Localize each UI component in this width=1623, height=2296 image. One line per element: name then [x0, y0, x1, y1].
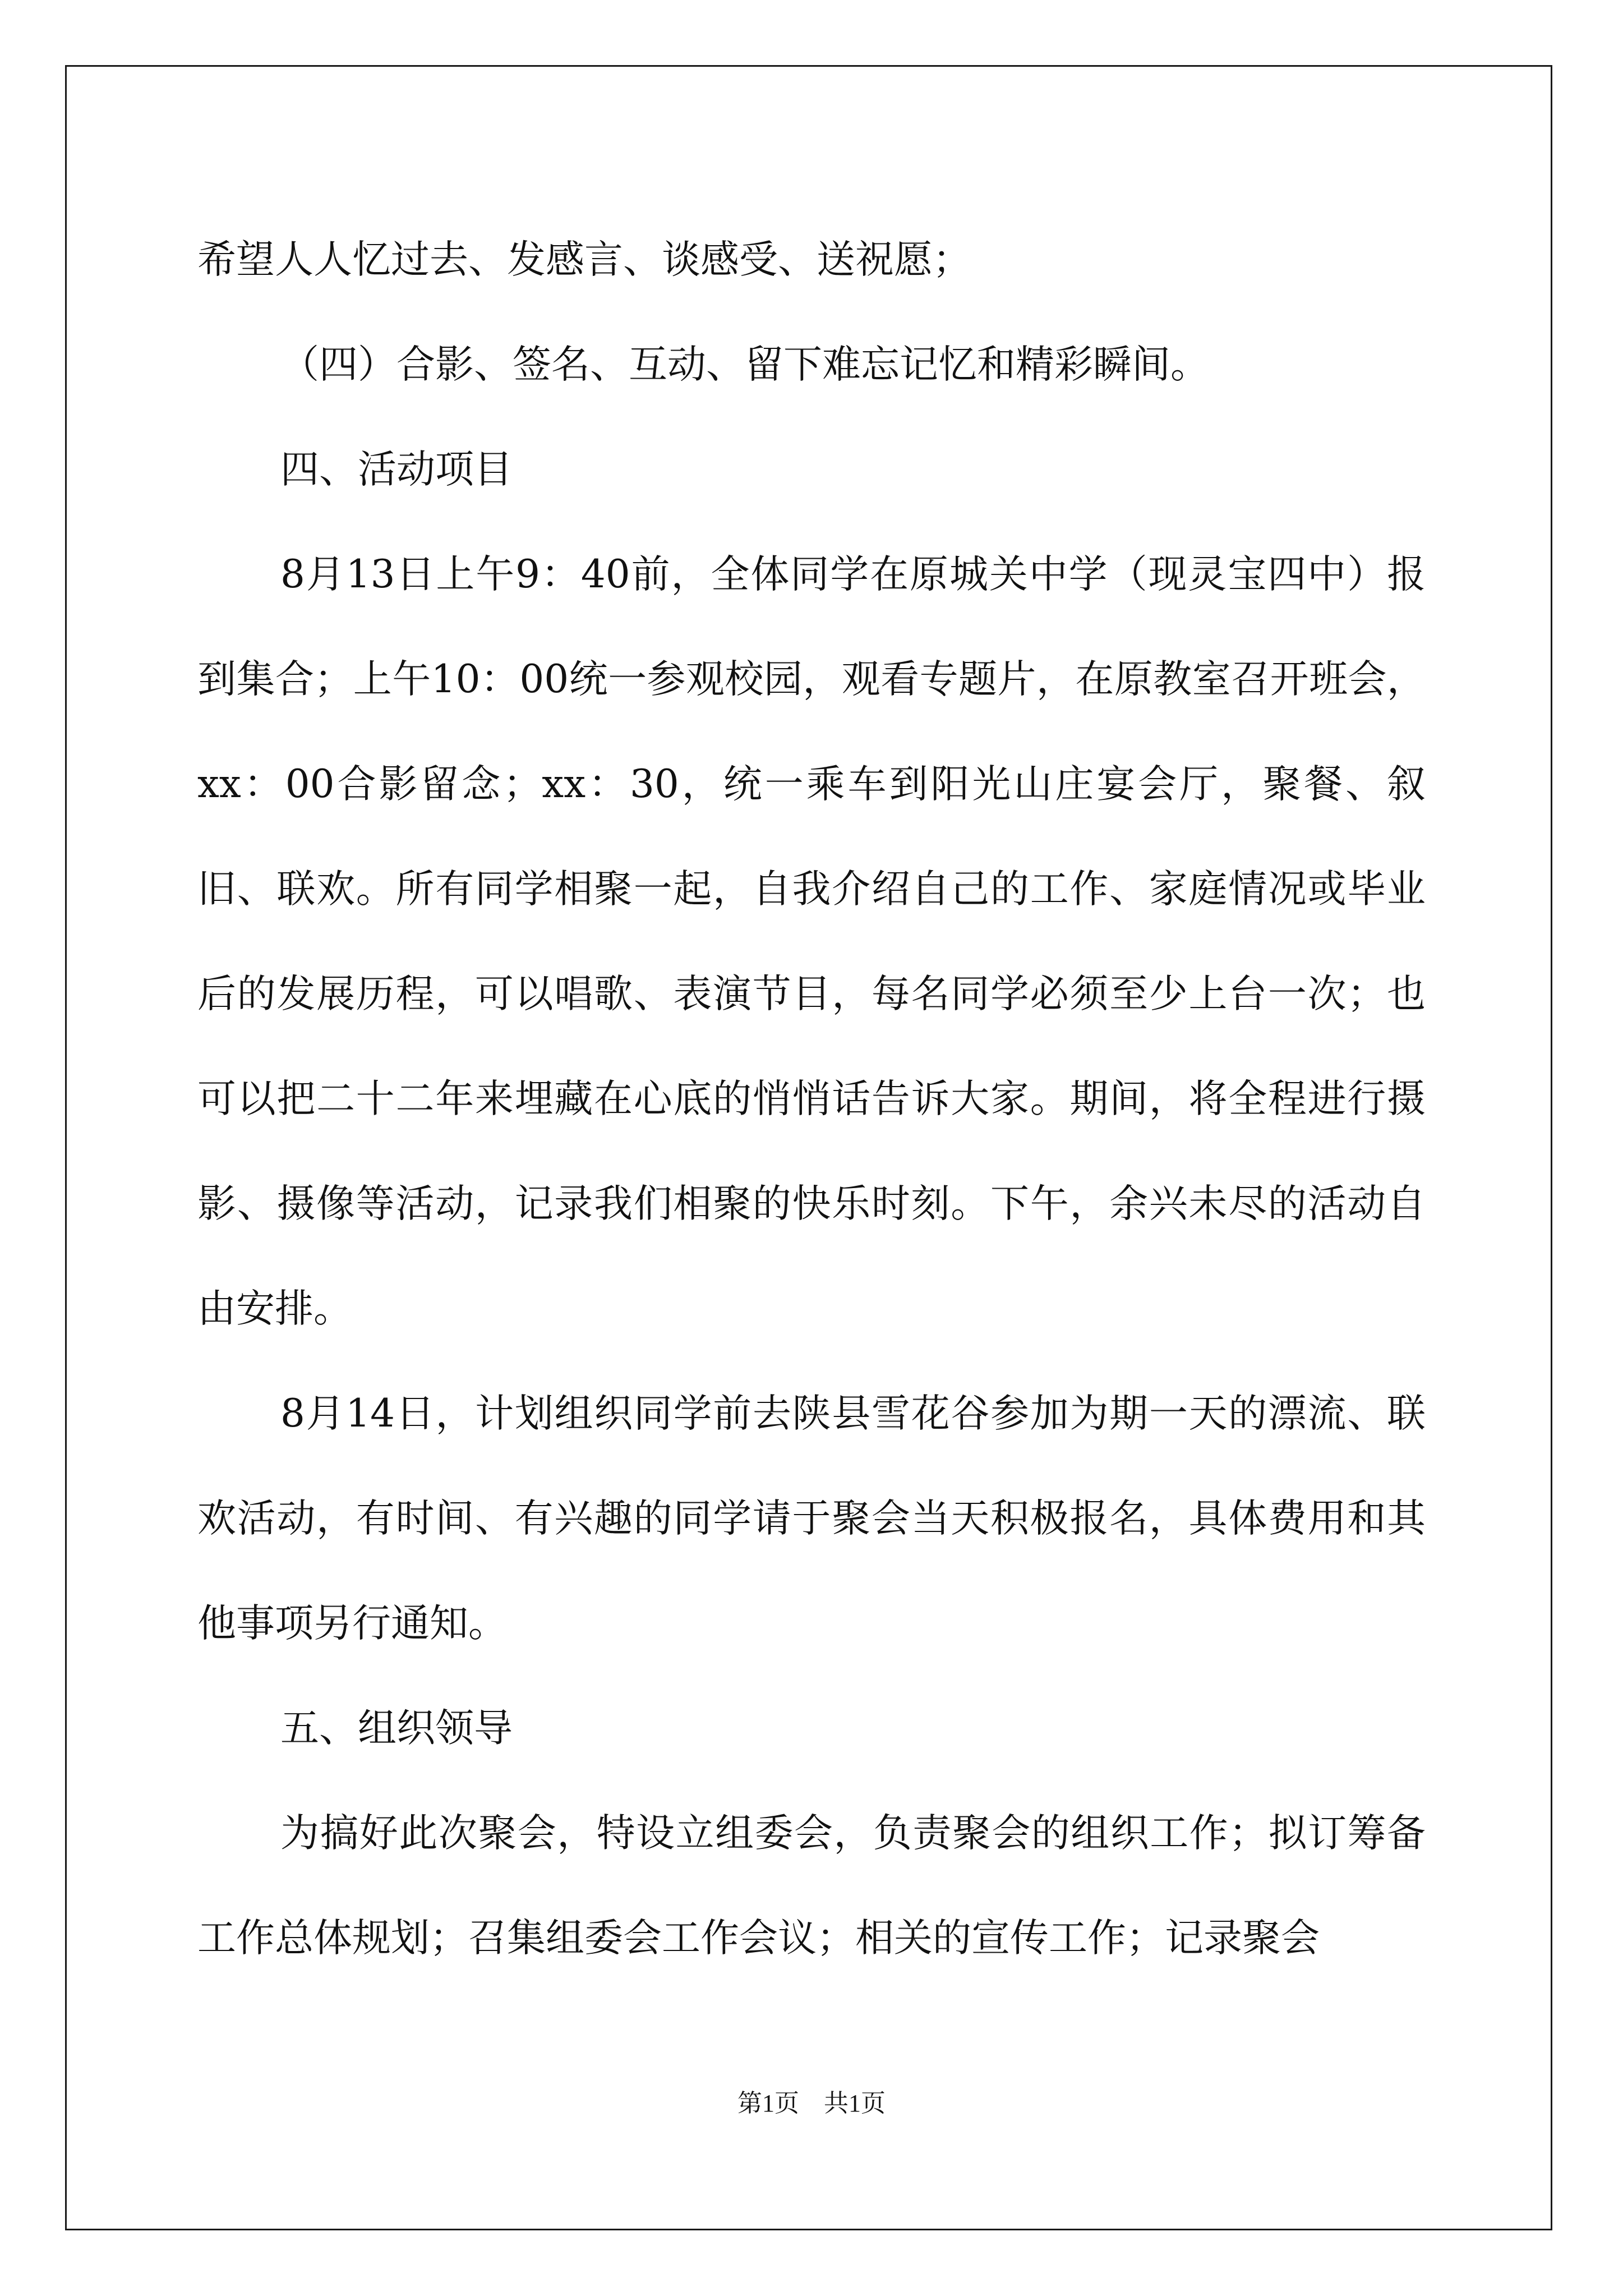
page-number-footer: 第1页 共1页	[737, 2090, 886, 2117]
paragraph-wishes: 希望人人忆过去、发感言、谈感受、送祝愿；	[197, 237, 971, 282]
paragraph-committee: 为搞好此次聚会，特设立组委会，负责聚会的组织工作；拟订筹备工作总体规划；召集组委会工作会议；相关的宣传工作；记录聚会	[197, 1811, 1426, 1961]
section-heading-organization: 五、组织领导	[280, 1706, 513, 1751]
section-heading-activities: 四、活动项目	[280, 447, 513, 492]
paragraph-aug-13: 8月13日上午9：40前，全体同学在原城关中学（现灵宝四中）报到集合；上午10：00统一参观校园，观看专题片，在原教室召开班会，xx：00合影留念；xx：30，统一乘车到阳光山庄宴会厅，聚餐、叙旧、联欢。所有同学相聚一起，自我介绍自己的工作、家庭情况或毕业后的发展历程，可以唱歌、表演节目，每名同学必须至少上台一次；也可以把二十二年来埋藏在心底的悄悄话告诉大家。期间，将全程进行摄影、摄像等活动，记录我们相聚的快乐时刻。下午，余兴未尽的活动自由安排。	[197, 552, 1426, 1331]
paragraph-group-photo: （四）合影、签名、互动、留下难忘记忆和精彩瞬间。	[280, 342, 1209, 387]
paragraph-aug-14: 8月14日，计划组织同学前去陕县雪花谷参加为期一天的漂流、联欢活动，有时间、有兴趣的同学请于聚会当天积极报名，具体费用和其他事项另行通知。	[197, 1391, 1426, 1646]
document-body	[197, 208, 1426, 1991]
